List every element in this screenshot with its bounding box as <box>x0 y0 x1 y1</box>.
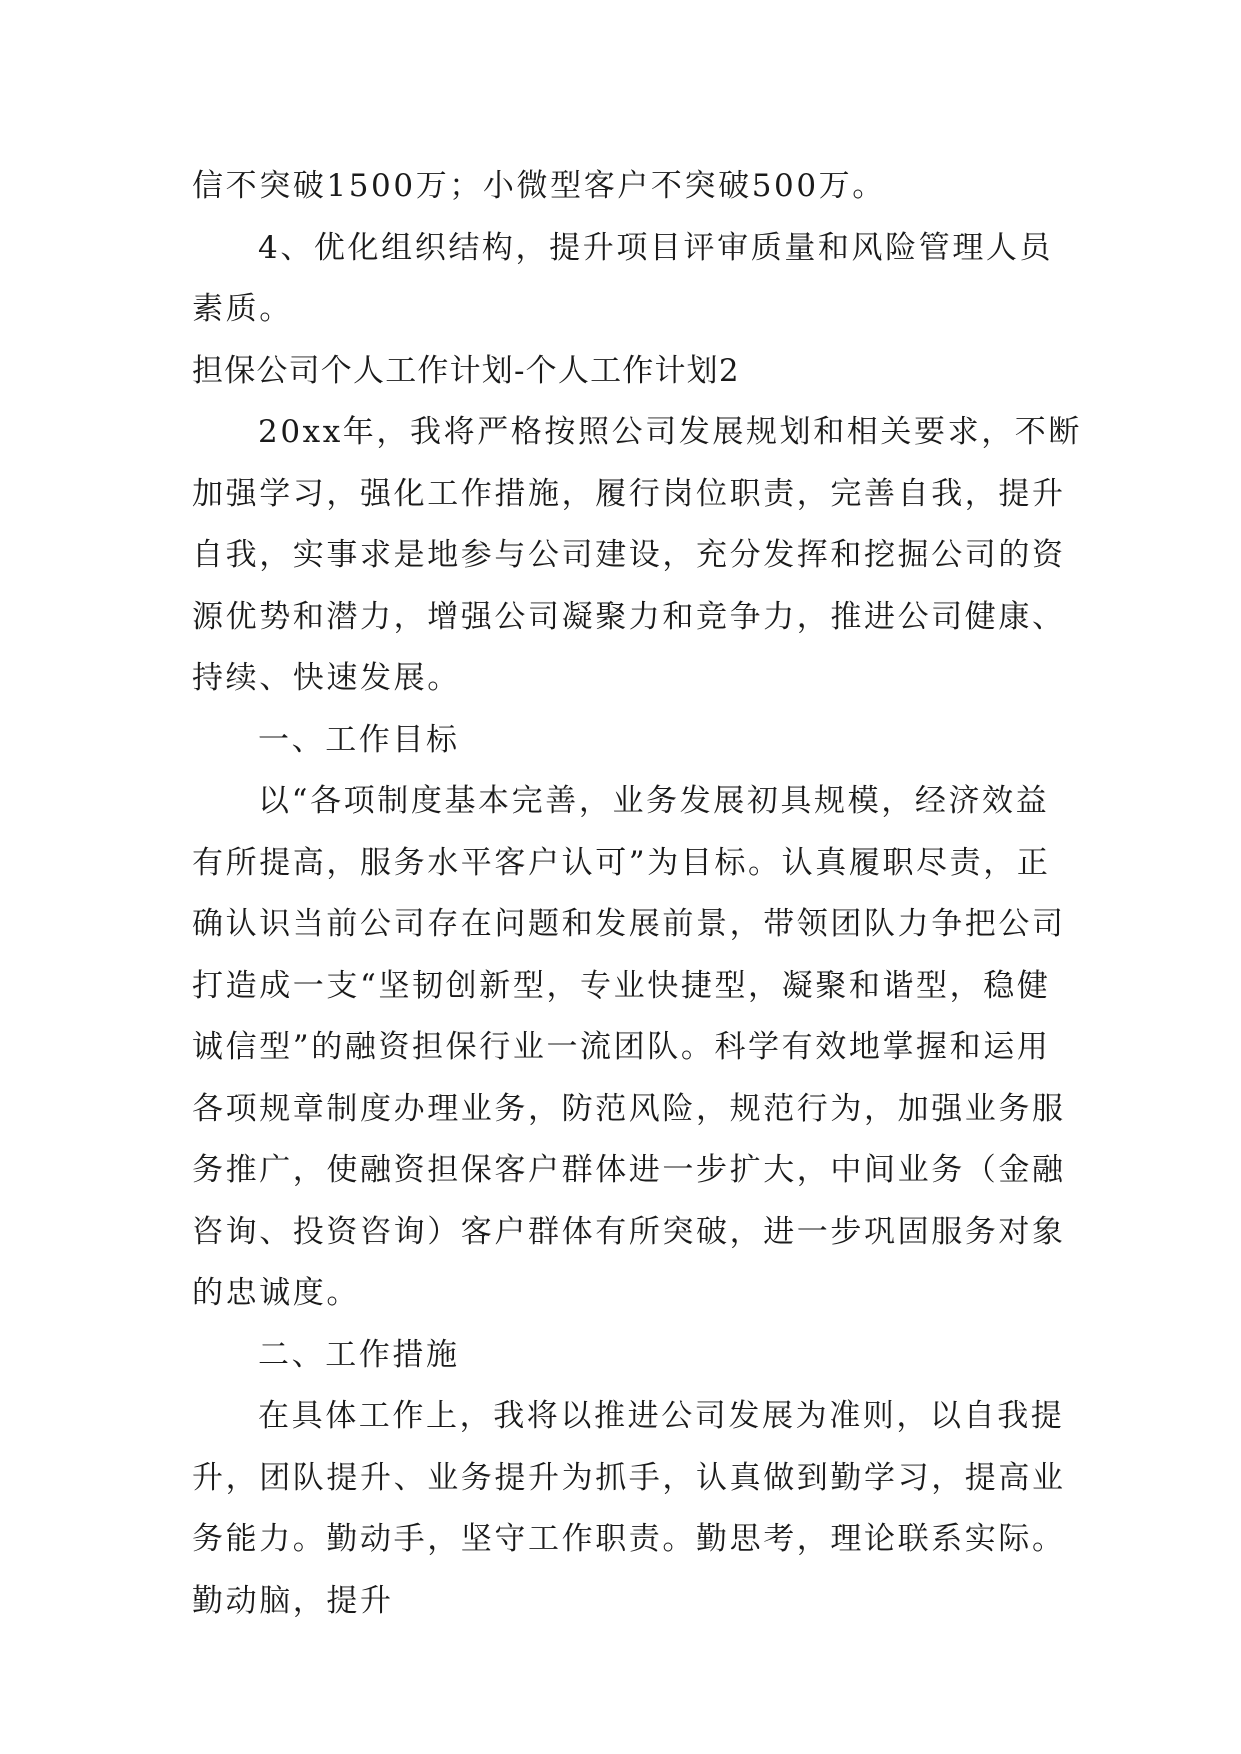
text-line: 4、优化组织结构，提升项目评审质量和风险管理人员 <box>258 229 1054 266</box>
text-line: 的忠诚度。 <box>192 1275 360 1311</box>
text-line: 自我，实事求是地参与公司建设，充分发挥和挖掘公司的资 <box>192 537 1066 573</box>
text-line: 务推广，使融资担保客户群体进一步扩大，中间业务（金融 <box>192 1152 1066 1188</box>
text-line: 20xx年，我将严格按照公司发展规划和相关要求，不断 <box>258 414 1083 450</box>
section-heading: 一、工作目标 <box>258 721 460 758</box>
text-line: 在具体工作上，我将以推进公司发展为准则，以自我提 <box>258 1398 1065 1434</box>
text-line: 确认识当前公司存在问题和发展前景，带领团队力争把公司 <box>192 906 1066 942</box>
text-line: 升，团队提升、业务提升为抓手，认真做到勤学习，提高业 <box>192 1459 1066 1496</box>
text-line: 持续、快速发展。 <box>192 660 461 696</box>
text-line: 勤动脑，提升 <box>192 1582 394 1619</box>
text-line: 加强学习，强化工作措施，履行岗位职责，完善自我，提升 <box>192 475 1066 512</box>
text-line: 信不突破1500万；小微型客户不突破500万。 <box>192 168 886 204</box>
section-heading: 二、工作措施 <box>258 1336 460 1373</box>
text-line: 素质。 <box>192 291 293 327</box>
document-body <box>192 156 1083 1632</box>
text-line: 源优势和潜力，增强公司凝聚力和竞争力，推进公司健康、 <box>192 598 1066 635</box>
text-line: 诚信型”的融资担保行业一流团队。科学有效地掌握和运用 <box>192 1029 1051 1065</box>
text-line: 打造成一支“坚韧创新型，专业快捷型，凝聚和谐型，稳健 <box>192 967 1051 1004</box>
text-line: 务能力。勤动手，坚守工作职责。勤思考，理论联系实际。 <box>192 1521 1066 1557</box>
text-line: 各项规章制度办理业务，防范风险，规范行为，加强业务服 <box>192 1090 1066 1127</box>
text-line: 有所提高，服务水平客户认可”为目标。认真履职尽责，正 <box>192 844 1051 881</box>
section-title: 担保公司个人工作计划-个人工作计划2 <box>192 352 740 389</box>
text-line: 咨询、投资咨询）客户群体有所突破，进一步巩固服务对象 <box>192 1213 1066 1250</box>
text-line: 以“各项制度基本完善，业务发展初具规模，经济效益 <box>258 783 1050 819</box>
